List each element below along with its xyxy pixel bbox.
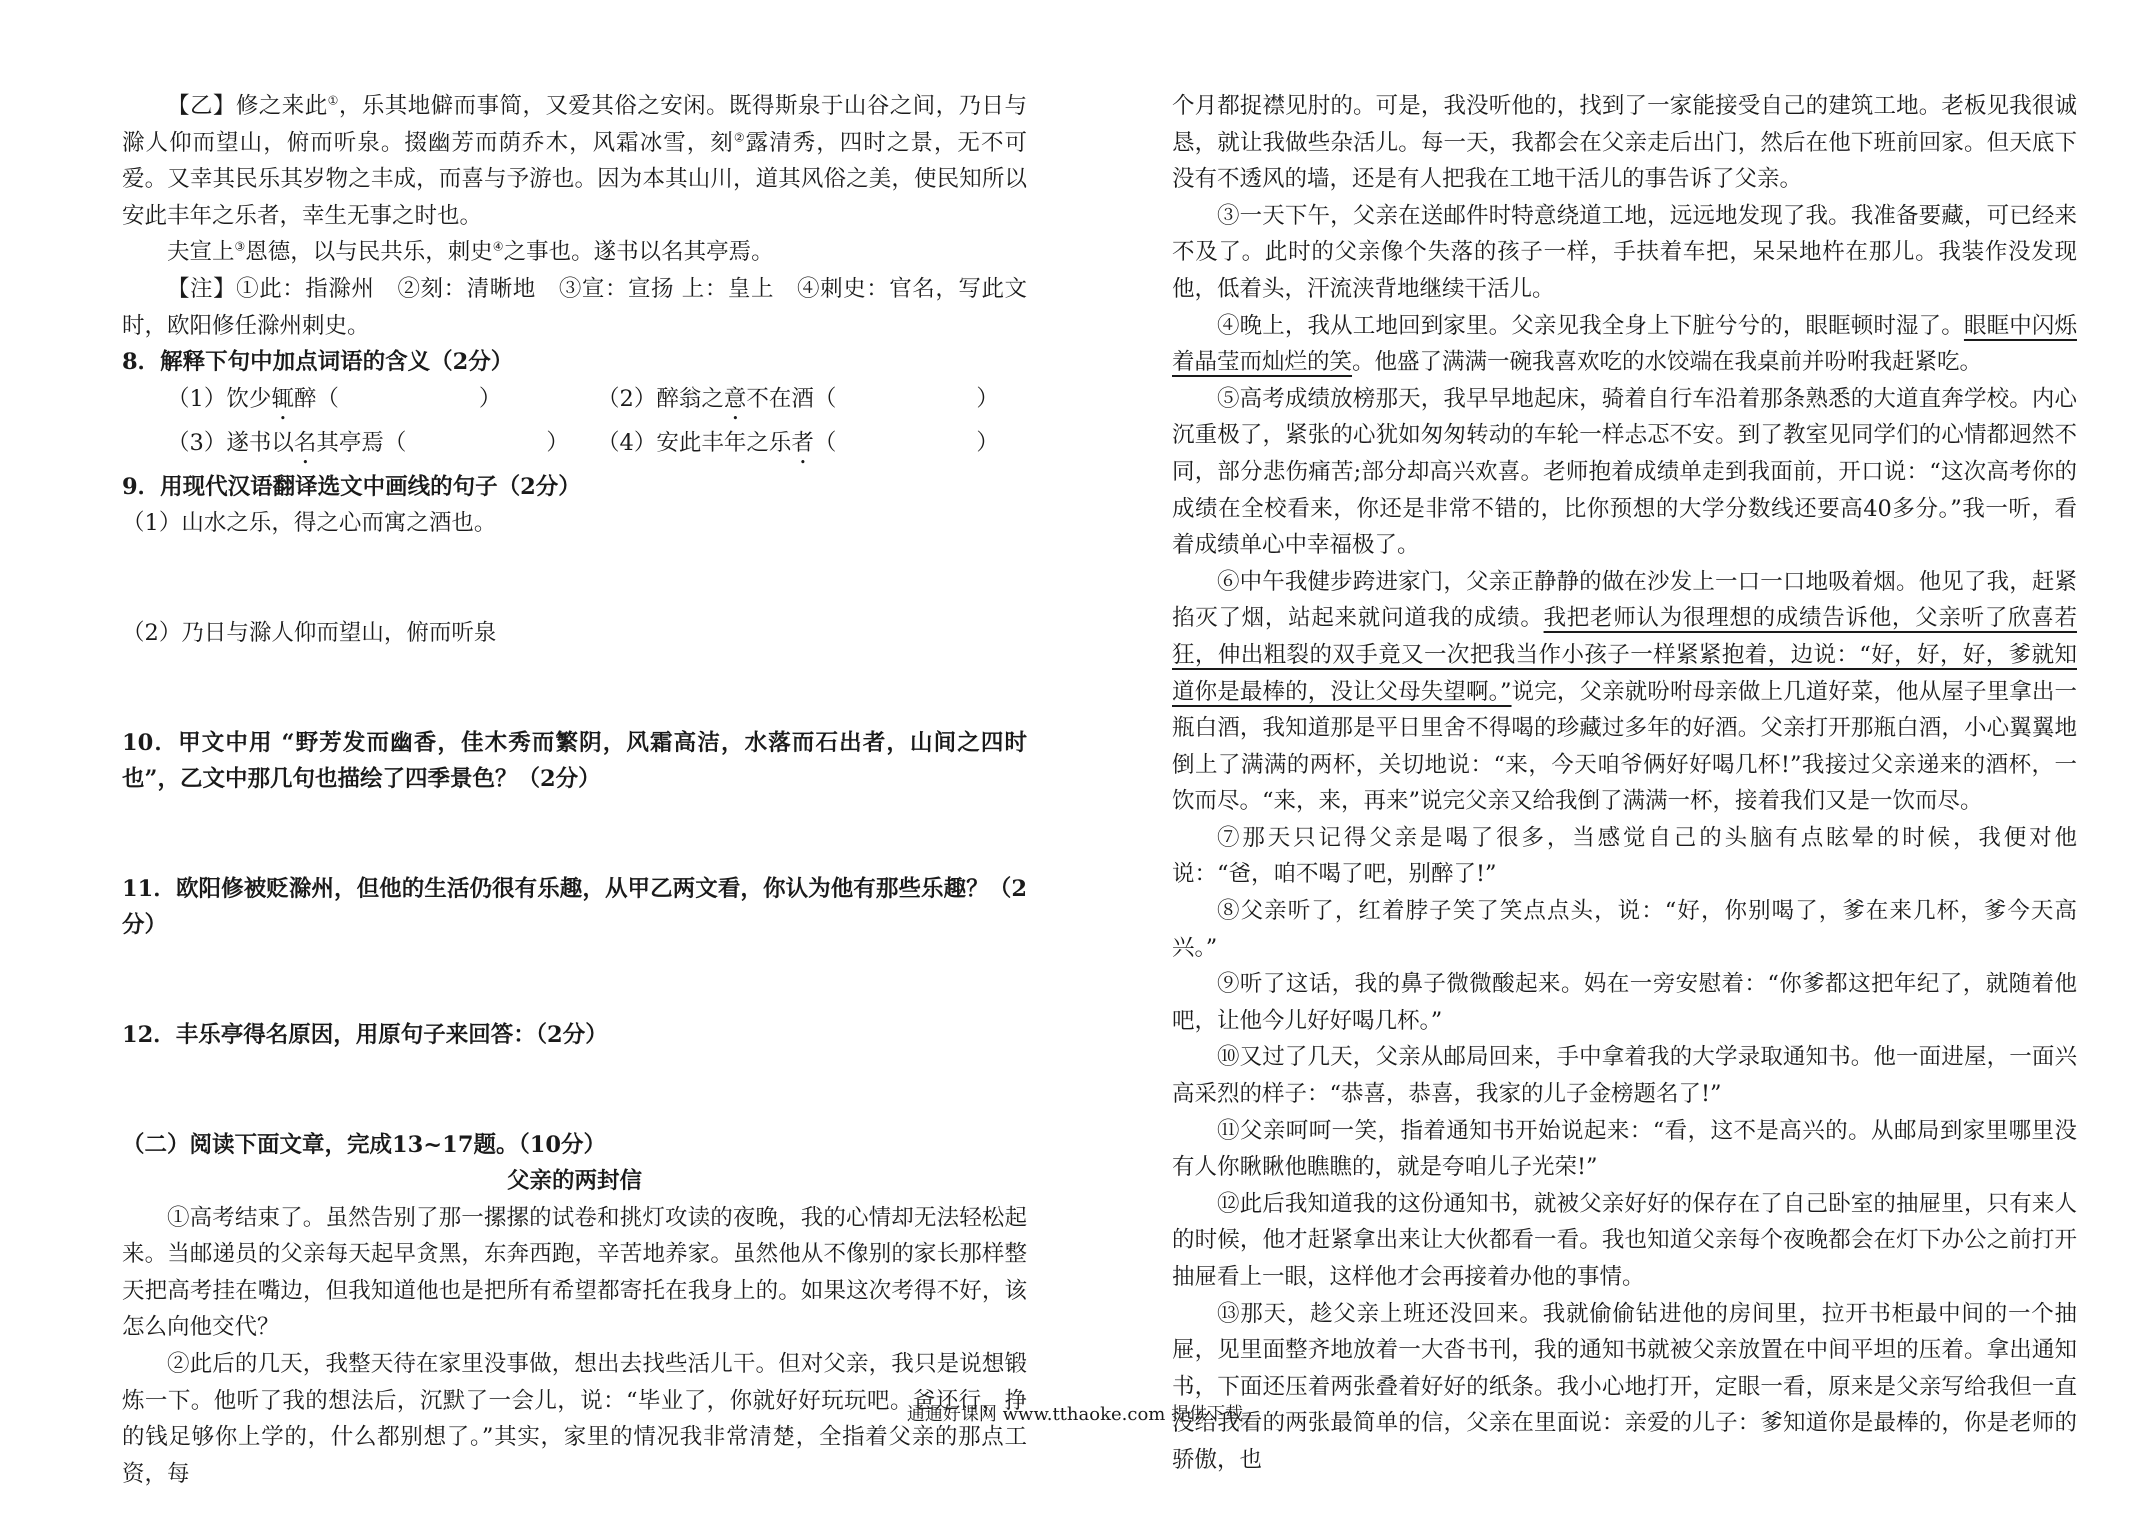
question-8-row-2: （3）遂书以名其亭焉（ ） （4）安此丰年之乐者（ ） (167, 429, 999, 456)
question-11: 11．欧阳修被贬滁州，但他的生活仍很有乐趣，从甲乙两文看，你认为他有那些乐趣？（2分） (122, 875, 1027, 939)
right-column (1172, 88, 2077, 1479)
article-paragraph-12: ⑫此后我知道我的这份通知书，就被父亲好好的保存在了自己卧室的抽屉里，只有来人的时候，他才赶紧拿出来让大伙都看一看。我也知道父亲每个夜晚都会在灯下办公之前打开抽屉看上一眼，这样他才会再接着办他的事情。 (1172, 1190, 2077, 1290)
footnote-marker: ④ (492, 239, 504, 254)
dotted-word: 名 (293, 429, 317, 456)
article-paragraph-10: ⑩又过了几天，父亲从邮局回来，手中拿着我的大学录取通知书。他一面进屋，一面兴高采烈的样子：“恭喜，恭喜，我家的儿子金榜题名了!” (1172, 1044, 2077, 1108)
article-paragraph-3: ③一天下午，父亲在送邮件时特意绕道工地，远远地发现了我。我准备要藏，可已经来不及了。此时的父亲像个失落的孩子一样，手扶着车把，呆呆地杵在那儿。我装作没发现他，低着头，汗流浃背地继续干活儿。 (1172, 202, 2077, 302)
article-title: 父亲的两封信 (506, 1168, 642, 1195)
yi-passage-paragraph-2: 夫宣上③恩德，以与民共乐，刺史④之事也。遂书以名其亭焉。 (167, 239, 774, 266)
article-paragraph-8: ⑧父亲听了，红着脖子笑了笑点点头，说：“好，你别喝了，爹在来几杯，爹今天高兴。” (1172, 898, 2077, 961)
article-paragraph-7: ⑦那天只记得父亲是喝了很多，当感觉自己的头脑有点眩晕的时候，我便对他说：“爸，咱不喝了吧，别醉了!” (1172, 824, 2077, 888)
question-8-row-1: （1）饮少辄醉（ ） （2）醉翁之意不在酒（ ） (167, 385, 999, 412)
dotted-word: 者 (791, 429, 814, 456)
question-8: 8．解释下句中加点词语的含义（2分） (122, 349, 514, 376)
footnote-marker: ② (733, 130, 746, 145)
article-paragraph-2-continued: 个月都捉襟见肘的。可是，我没听他的，找到了一家能接受自己的建筑工地。老板见我很诚恳，就让我做些杂活儿。每一天，我都会在父亲走后出门，然后在他下班前回家。但天底下没有不透风的墙，还是有人把我在工地干活儿的事告诉了父亲。 (1172, 93, 2077, 193)
page-footer: 通通好课网 www.tthaoke.com 提供下载 (906, 1404, 1244, 1425)
underlined-sentence: 眼眶中闪烁着晶莹而灿烂的笑 (1172, 312, 2077, 376)
yi-passage-paragraph-1: 【乙】修之来此①，乐其地僻而事简，又爱其俗之安闲。既得斯泉于山谷之间，乃日与滁人仰而望山，俯而听泉。掇幽芳而荫乔木，风霜冰雪，刻②露清秀，四时之景，无不可爱。又幸其民乐其岁物之丰成，而喜与予游也。因为本其山川，道其风俗之美，使民知所以安此丰年之乐者，幸生无事之时也。 (122, 93, 1027, 229)
answer-space[interactable] (122, 944, 1027, 1017)
question-10: 10．甲文中用 “野芳发而幽香，佳木秀而繁阴，风霜高洁，水落而石出者，山间之四时也”，乙文中那几句也描绘了四季景色？（2分） (122, 729, 1027, 793)
underlined-sentence: 我把老师认为很理想的成绩告诉他，父亲听了欣喜若狂，伸出粗裂的双手竟又一次把我当作小孩子一样紧紧抱着，边说：“好，好，好，爹就知道你是最棒的，没让父母失望啊。” (1172, 605, 2077, 705)
article-paragraph-13: ⑬那天，趁父亲上班还没回来。我就偷偷钻进他的房间里，拉开书柜最中间的一个抽屉，见里面整齐地放着一大沓书刊，我的通知书就被父亲放置在中间平坦的压着。拿出通知书，下面还压着两张叠着好好的纸条。我小心地打开，定眼一看，原来是父亲写给我但一直没给我看的两张最简单的信，父亲在里面说：亲爱的儿子：爹知道你是最棒的，你是老师的骄傲，也 (1172, 1300, 2077, 1473)
article-paragraph-5: ⑤高考成绩放榜那天，我早早地起床，骑着自行车沿着那条熟悉的大道直奔学校。内心沉重极了，紧张的心犹如匆匆转动的车轮一样忐忑不安。到了教室见同学们的心情都迥然不同，部分悲伤痛苦;部分却高兴欢喜。老师抱着成绩单走到我面前，开口说：“这次高考你的成绩在全校看来，你还是非常不错的，比你预想的大学分数线还要高40多分。”我一听，看着成绩单心中幸福极了。 (1172, 385, 2077, 559)
article-paragraph-1: ①高考结束了。虽然告别了那一摞摞的试卷和挑灯攻读的夜晚，我的心情却无法轻松起来。当邮递员的父亲每天起早贪黑，东奔西跑，辛苦地养家。虽然他从不像别的家长那样整天把高考挂在嘴边，但我知道他也是把所有希望都寄托在我身上的。如果这次考得不好，该怎么向他交代？ (122, 1204, 1027, 1341)
section-2-heading: （二）阅读下面文章，完成13~17题。（10分） (122, 1131, 607, 1158)
answer-space[interactable] (122, 542, 1027, 615)
left-column (122, 88, 1027, 1492)
article-paragraph-6: ⑥中午我健步跨进家门，父亲正静静的做在沙发上一口一口地吸着烟。他见了我，赶紧掐灭了烟，站起来就问道我的成绩。我把老师认为很理想的成绩告诉他，父亲听了欣喜若狂，伸出粗裂的双手竟又一次把我当作小孩子一样紧紧抱着，边说：“好，好，好，爹就知道你是最棒的，没让父母失望啊。”说完，父亲就吩咐母亲做上几道好菜，他从屋子里拿出一瓶白酒，我知道那是平日里舍不得喝的珍藏过多年的好酒。父亲打开那瓶白酒，小心翼翼地倒上了满满的两杯，关切地说：“来，今天咱爷俩好好喝几杯!”我接过父亲递来的酒杯，一饮而尽。“来，来，再来”说完父亲又给我倒了满满一杯，接着我们又是一饮而尽。 (1172, 568, 2077, 815)
footnote-marker: ① (327, 93, 339, 108)
dotted-word: 辄 (271, 385, 294, 412)
article-paragraph-11: ⑪父亲呵呵一笑，指着通知书开始说起来：“看，这不是高兴的。从邮局到家里哪里没有人你瞅瞅他瞧瞧的，就是夸咱儿子光荣!” (1172, 1117, 2077, 1181)
yi-label: 【乙】 (167, 93, 236, 119)
question-9: 9．用现代汉语翻译选文中画线的句子（2分） (122, 473, 581, 500)
article-paragraph-2: ②此后的几天，我整天待在家里没事做，想出去找些活儿干。但对父亲，我只是说想锻炼一下。他听了我的想法后，沉默了一会儿，说：“毕业了，你就好好玩玩吧。爸还行，挣的钱足够你上学的，什么都别想了。”其实，家里的情况我非常清楚，全指着父亲的那点工资，每 (122, 1351, 1027, 1487)
annotation-note: 【注】①此：指滁州 ②刻：清晰地 ③宣：宣扬 上：皇上 ④刺史：官名，写此文时，欧阳修任滁州刺史。 (122, 275, 1027, 339)
article-paragraph-9: ⑨听了这话，我的鼻子微微酸起来。妈在一旁安慰着：“你爹都这把年纪了，就随着他吧，让他今儿好好喝几杯。” (1172, 971, 2077, 1034)
question-12: 12．丰乐亭得名原因，用原句子来回答：（2分） (122, 1021, 608, 1048)
dotted-word: 意 (723, 385, 747, 412)
article-paragraph-4: ④晚上，我从工地回到家里。父亲见我全身上下脏兮兮的，眼眶顿时湿了。眼眶中闪烁着晶莹而灿烂的笑。他盛了满满一碗我喜欢吃的水饺端在我桌前并吩咐我赶紧吃。 (1172, 312, 2077, 376)
question-9-part-2: （2）乃日与滁人仰而望山，俯而听泉 (122, 619, 497, 646)
answer-space[interactable] (122, 1054, 1027, 1127)
answer-space[interactable] (122, 798, 1027, 871)
footnote-marker: ③ (234, 239, 246, 254)
answer-space[interactable] (122, 652, 1027, 725)
question-9-part-1: （1）山水之乐，得之心而寓之酒也。 (122, 510, 497, 537)
